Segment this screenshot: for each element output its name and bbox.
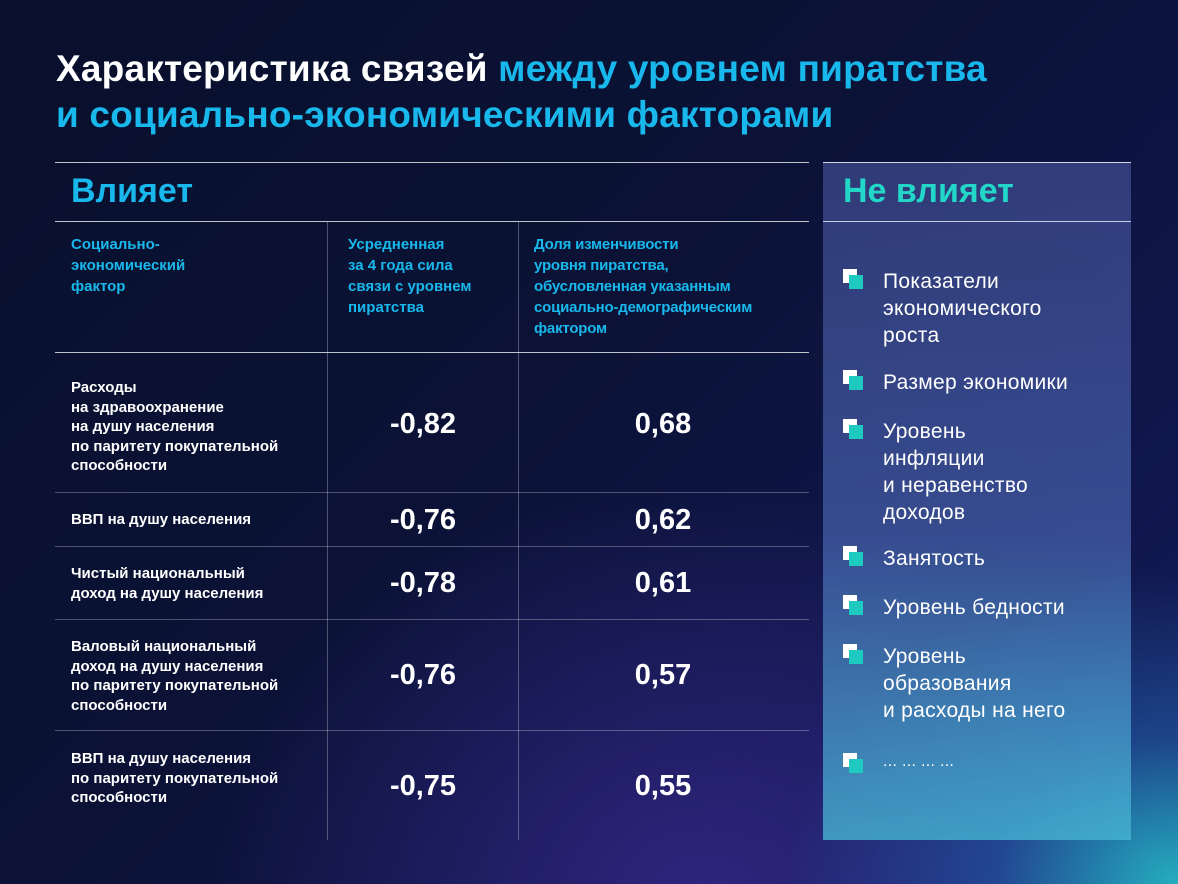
row-label-2: ВВП на душу населения — [71, 511, 252, 528]
row-divider-4 — [55, 730, 809, 731]
header-divider — [55, 352, 809, 353]
column-divider-2 — [518, 222, 519, 840]
factor-item-6 — [843, 643, 1123, 724]
header-factor: Социально- экономический фактор — [71, 236, 186, 295]
factor-text-3: Уровень инфляции и неравенство доходов — [883, 420, 1029, 524]
page-title — [56, 46, 1136, 138]
row-strength-3: -0,78 — [389, 567, 457, 599]
row-share-3: 0,61 — [634, 567, 692, 599]
row-label-5: ВВП на душу населения по паритету покупательной способности — [71, 750, 279, 806]
row-divider-1 — [55, 492, 809, 493]
row-label-1: Расходы на здравоохранение на душу населения по паритету покупательной способности — [71, 379, 279, 474]
factor-text-4: Занятость — [883, 547, 986, 570]
square-bullet-icon — [843, 644, 865, 666]
panel-section-divider — [823, 221, 1131, 222]
square-bullet-icon — [843, 370, 865, 392]
factor-text-5: Уровень бедности — [883, 596, 1065, 619]
row-label-4: Валовый национальный доход на душу населения по паритету покупательной способности — [71, 638, 279, 714]
square-bullet-icon — [843, 595, 865, 617]
influences-table — [55, 162, 809, 840]
square-bullet-icon — [843, 419, 865, 441]
row-share-2: 0,62 — [634, 504, 692, 536]
row-divider-3 — [55, 619, 809, 620]
factor-text-2: Размер экономики — [883, 371, 1068, 394]
title-part1: Характеристика связей — [56, 48, 499, 89]
factor-text-7: ... ... ... ... — [883, 753, 955, 770]
square-bullet-icon — [843, 753, 865, 775]
influences-title: Влияет — [71, 172, 194, 210]
factor-text-1: Показатели экономического роста — [883, 270, 1042, 347]
panel-top-divider — [823, 162, 1131, 163]
factor-item-2 — [843, 369, 1123, 396]
no-influence-panel — [823, 162, 1131, 840]
factor-item-7 — [843, 752, 1123, 775]
factor-item-5 — [843, 594, 1123, 621]
square-bullet-icon — [843, 546, 865, 568]
row-strength-1: -0,82 — [389, 408, 457, 440]
title-line2: и социально-экономическими факторами — [56, 94, 834, 135]
column-divider-1 — [327, 222, 328, 840]
section-divider — [55, 221, 809, 222]
row-strength-5: -0,75 — [389, 770, 457, 802]
factor-item-3 — [843, 418, 1123, 526]
header-share: Доля изменчивости уровня пиратства, обусловленная указанным социально-демографическим фактором — [534, 236, 753, 337]
factor-item-1 — [843, 268, 1123, 349]
row-share-1: 0,68 — [634, 408, 692, 440]
row-label-3: Чистый национальный доход на душу населения — [71, 565, 264, 602]
square-bullet-icon — [843, 269, 865, 291]
no-influence-title: Не влияет — [843, 172, 1014, 210]
row-strength-2: -0,76 — [389, 504, 457, 536]
row-share-5: 0,55 — [634, 770, 692, 802]
table-top-divider — [55, 162, 809, 163]
title-part2: между уровнем пиратства — [498, 48, 987, 89]
factor-item-4 — [843, 545, 1123, 572]
row-strength-4: -0,76 — [389, 659, 457, 691]
factor-text-6: Уровень образования и расходы на него — [883, 645, 1066, 722]
row-share-4: 0,57 — [634, 659, 692, 691]
row-divider-2 — [55, 546, 809, 547]
header-strength: Усредненная за 4 года сила связи с уровнем пиратства — [348, 236, 472, 316]
